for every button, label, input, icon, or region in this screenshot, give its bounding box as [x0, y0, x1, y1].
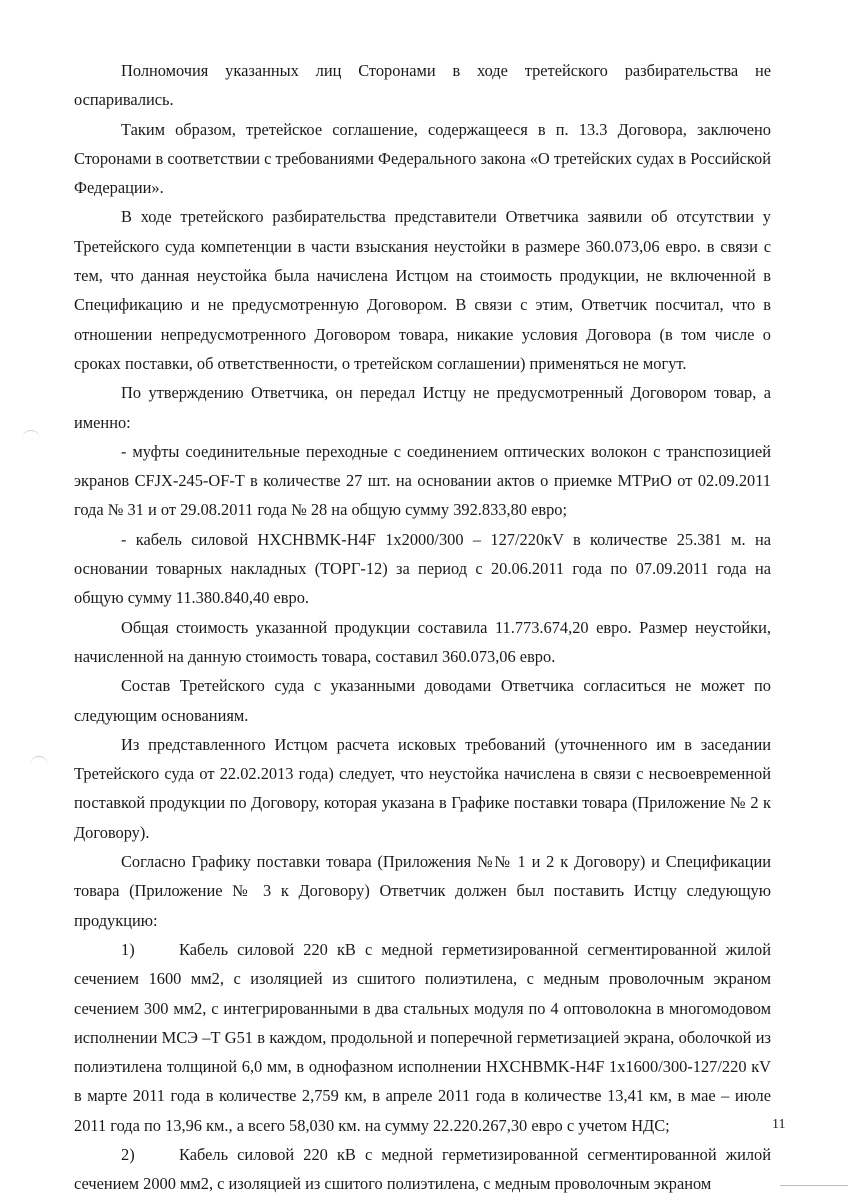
- list-item-number: 2): [121, 1144, 135, 1164]
- list-item: [74, 1140, 771, 1199]
- punch-hole-mark: [30, 756, 48, 775]
- paragraph-authority: Полномочия указанных лиц Сторонами в ходе третейского разбирательства не оспаривались.: [74, 61, 771, 110]
- list-item-text: Кабель силовой 220 кВ с медной герметизированной сегментированной жилой сечением 2000 мм2, с изоляцией из сшитого полиэтилена, с медным проволочным экраном: [74, 1144, 771, 1194]
- paragraph-claim-calculation: Из представленного Истцом расчета исковых требований (уточненного им в заседании Третейского суда от 22.02.2013 года) следует, что неустойка начислена в связи с несвоевременной поставкой продукции по Договору, которая указана в Графике поставки товара (Приложение № 2 к Договору).: [74, 734, 771, 842]
- page-edge-line: [780, 1185, 848, 1186]
- list-item-text: Кабель силовой 220 кВ с медной герметизированной сегментированной жилой сечением 1600 мм2, с изоляцией из сшитого полиэтилена, с медным проволочным экраном сечением 300 мм2, с интегрированными в два стальных модуля по 4 оптоволокна в многомодовом исполнении МСЭ –Т G51 в каждом, продольной и поперечной герметизацией экрана, оболочкой из полиэтилена толщиной 6,0 мм, в однофазном исполнении HXCHBMK-H4F 1x1600/300-127/220 кV в марте 2011 года в количестве 2,759 км, в апреле 2011 года в количестве 13,41 км, в мае – июле 2011 года по 13,96 км., а всего 58,030 км. на сумму 22.220.267,30 евро с учетом НДС;: [74, 939, 771, 1135]
- paragraph-respondent-objection: В ходе третейского разбирательства представители Ответчика заявили об отсутствии у Третейского суда компетенции в части взыскания неустойки в размере 360.073,06 евро. в связи с тем, что данная неустойка была начислена Истцом на стоимость продукции, не включенной в Спецификацию и не предусмотренную Договором. В связи с этим, Ответчик посчитал, что в отношении непредусмотренного Договором товара, никакие условия Договора (в том числе о сроках поставки, об ответственности, о третейском соглашении) применяться не могут.: [74, 207, 771, 373]
- page-number: 11: [772, 1117, 786, 1132]
- document-body: [74, 56, 771, 1199]
- list-item-number: 1): [121, 939, 135, 959]
- paragraph-cable: - кабель силовой HXCHBMK-H4F 1x2000/300 – 127/220кV в количестве 25.381 м. на основании товарных накладных (ТОРГ-12) за период с 20.06.2011 года по 07.09.2011 года на общую сумму 11.380.840,40 евро.: [74, 529, 771, 608]
- paragraph-delivery-schedule: Согласно Графику поставки товара (Приложения №№ 1 и 2 к Договору) и Спецификации товара (Приложение № 3 к Договору) Ответчик должен был поставить Истцу следующую продукцию:: [74, 852, 771, 930]
- punch-hole-mark: [22, 430, 40, 449]
- paragraph-arbitration-agreement: Таким образом, третейское соглашение, содержащееся в п. 13.3 Договора, заключено Сторонами в соответствии с требованиями Федерального закона «О третейских судах в Российской Федерации».: [74, 119, 771, 198]
- paragraph-tribunal-disagrees: Состав Третейского суда с указанными доводами Ответчика согласиться не может по следующим основаниям.: [74, 676, 771, 725]
- paragraph-couplings: - муфты соединительные переходные с соединением оптических волокон с транспозицией экранов CFJX-245-OF-T в количестве 27 шт. на основании актов о приемке МТРиО от 02.09.2011 года № 31 и от 29.08.2011 года № 28 на общую сумму 392.833,80 евро;: [74, 441, 771, 520]
- list-item: [74, 935, 771, 1140]
- paragraph-total-cost: Общая стоимость указанной продукции составила 11.773.674,20 евро. Размер неустойки, начисленной на данную стоимость товара, составил 360.073,06 евро.: [74, 617, 771, 666]
- paragraph-respondent-claim: По утверждению Ответчика, он передал Истцу не предусмотренный Договором товар, а именно:: [74, 383, 771, 432]
